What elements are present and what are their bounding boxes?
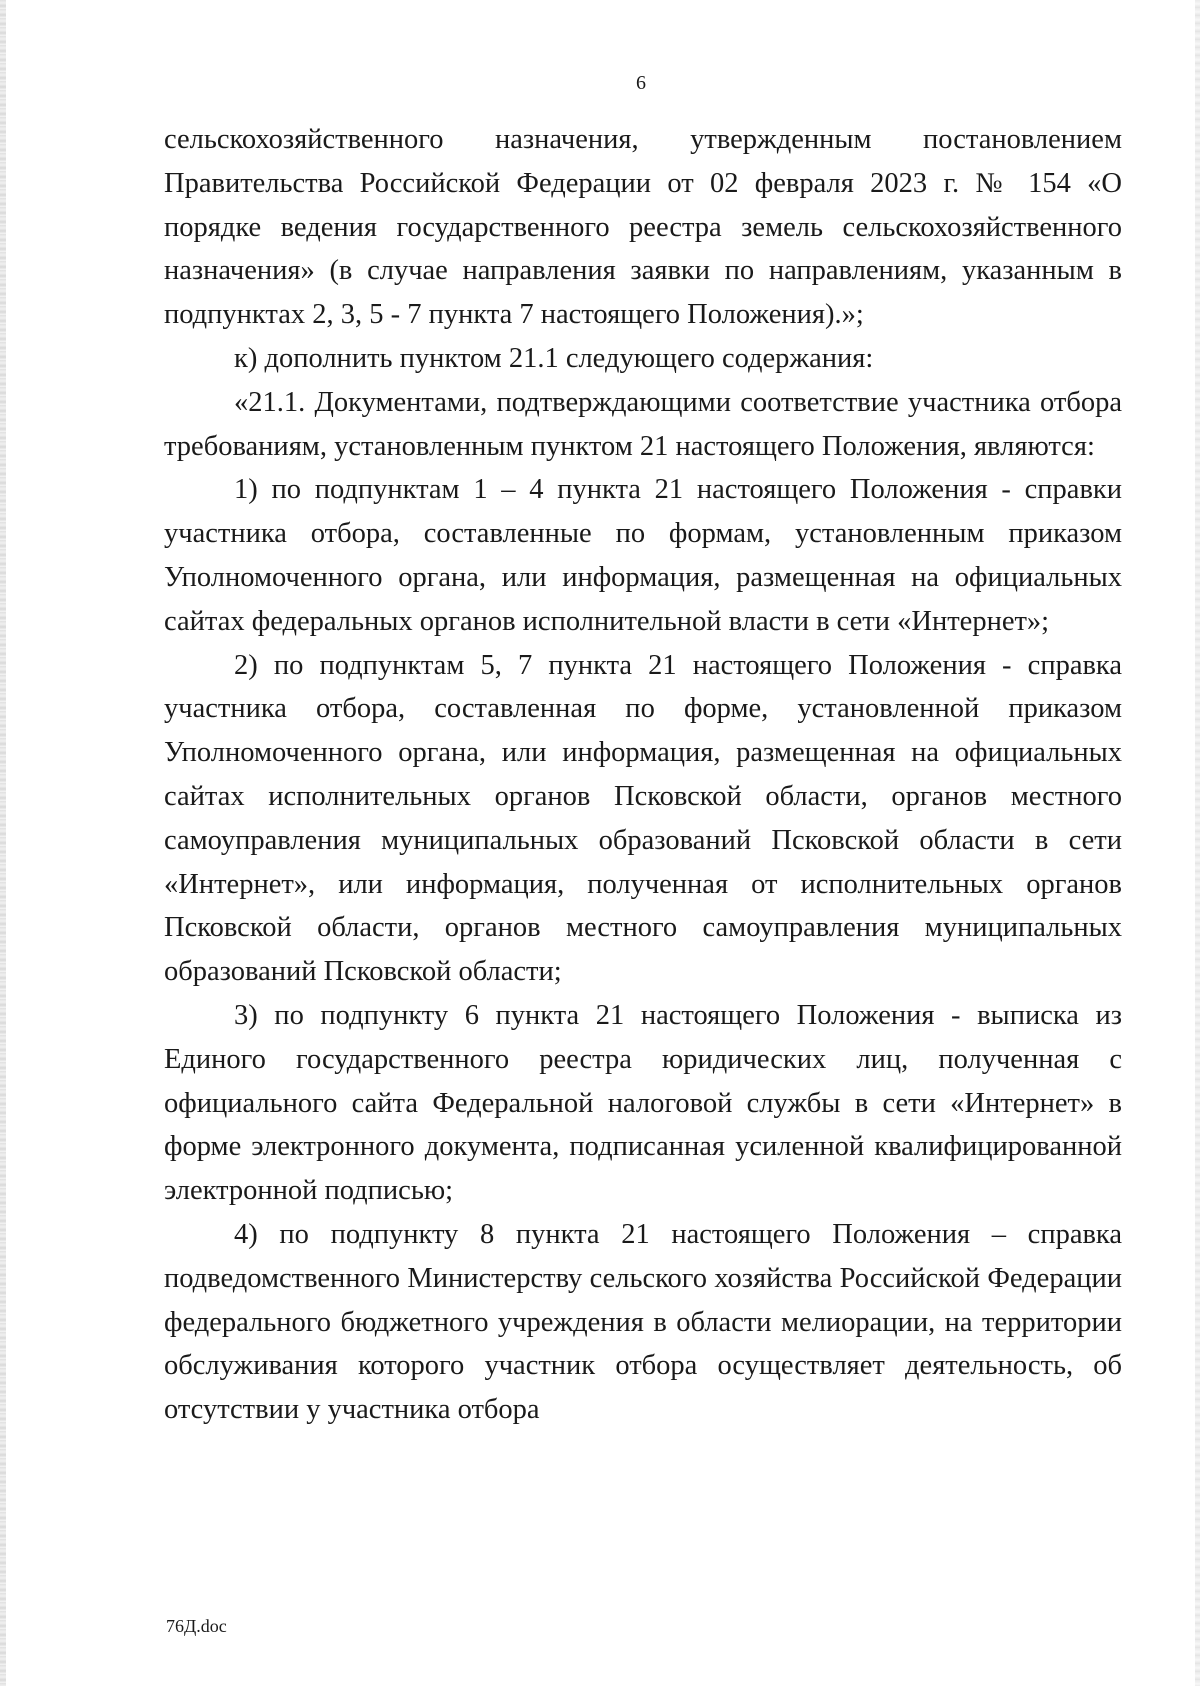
paragraph-item-k: к) дополнить пунктом 21.1 следующего содержания: (234, 342, 874, 374)
scan-edge-left (0, 0, 6, 1686)
paragraph-subitem-4: 4) по подпункту 8 пункта 21 настоящего Положения – справка подведомственного Министерству сельского хозяйства Российской Федерации федерального бюджетного учреждения в области мелиорации, на территории обслуживания которого участник отбора осуществляет деятельность, об отсутствии у участника отбора (164, 1218, 1122, 1426)
paragraph-subitem-2: 2) по подпунктам 5, 7 пункта 21 настоящего Положения - справка участника отбора, составленная по форме, установленной приказом Уполномоченного органа, или информация, размещенная на официальных сайтах исполнительных органов Псковской области, органов местного самоуправления муниципальных образований Псковской области в сети «Интернет», или информация, полученная от исполнительных органов Псковской области, органов местного самоуправления муниципальных образований Псковской области; (164, 649, 1122, 988)
page-number: 6 (636, 72, 646, 94)
paragraph-continuation: сельскохозяйственного назначения, утвержденным постановлением Правительства Российской Федерации от 02 февраля 2023 г. № 154 «О порядке ведения государственного реестра земель сельскохозяйственного назначения» (в случае направления заявки по направлениям, указанным в подпунктах 2, 3, 5 - 7 пункта 7 настоящего Положения).»; (164, 124, 1122, 331)
paragraph-21-1: «21.1. Документами, подтверждающими соответствие участника отбора требованиям, установленным пунктом 21 настоящего Положения, являются: (164, 386, 1122, 462)
paragraph-subitem-1: 1) по подпунктам 1 – 4 пункта 21 настоящего Положения - справки участника отбора, составленные по формам, установленным приказом Уполномоченного органа, или информация, размещенная на официальных сайтах федеральных органов исполнительной власти в сети «Интернет»; (164, 474, 1122, 637)
footer-filename: 76Д.doc (166, 1616, 227, 1636)
paragraph-subitem-3: 3) по подпункту 6 пункта 21 настоящего Положения - выписка из Единого государственного реестра юридических лиц, полученная с официального сайта Федеральной налоговой службы в сети «Интернет» в форме электронного документа, подписанная усиленной квалифицированной электронной подписью; (164, 999, 1122, 1207)
document-body (164, 118, 1122, 1432)
scan-edge-right (1195, 0, 1200, 1686)
